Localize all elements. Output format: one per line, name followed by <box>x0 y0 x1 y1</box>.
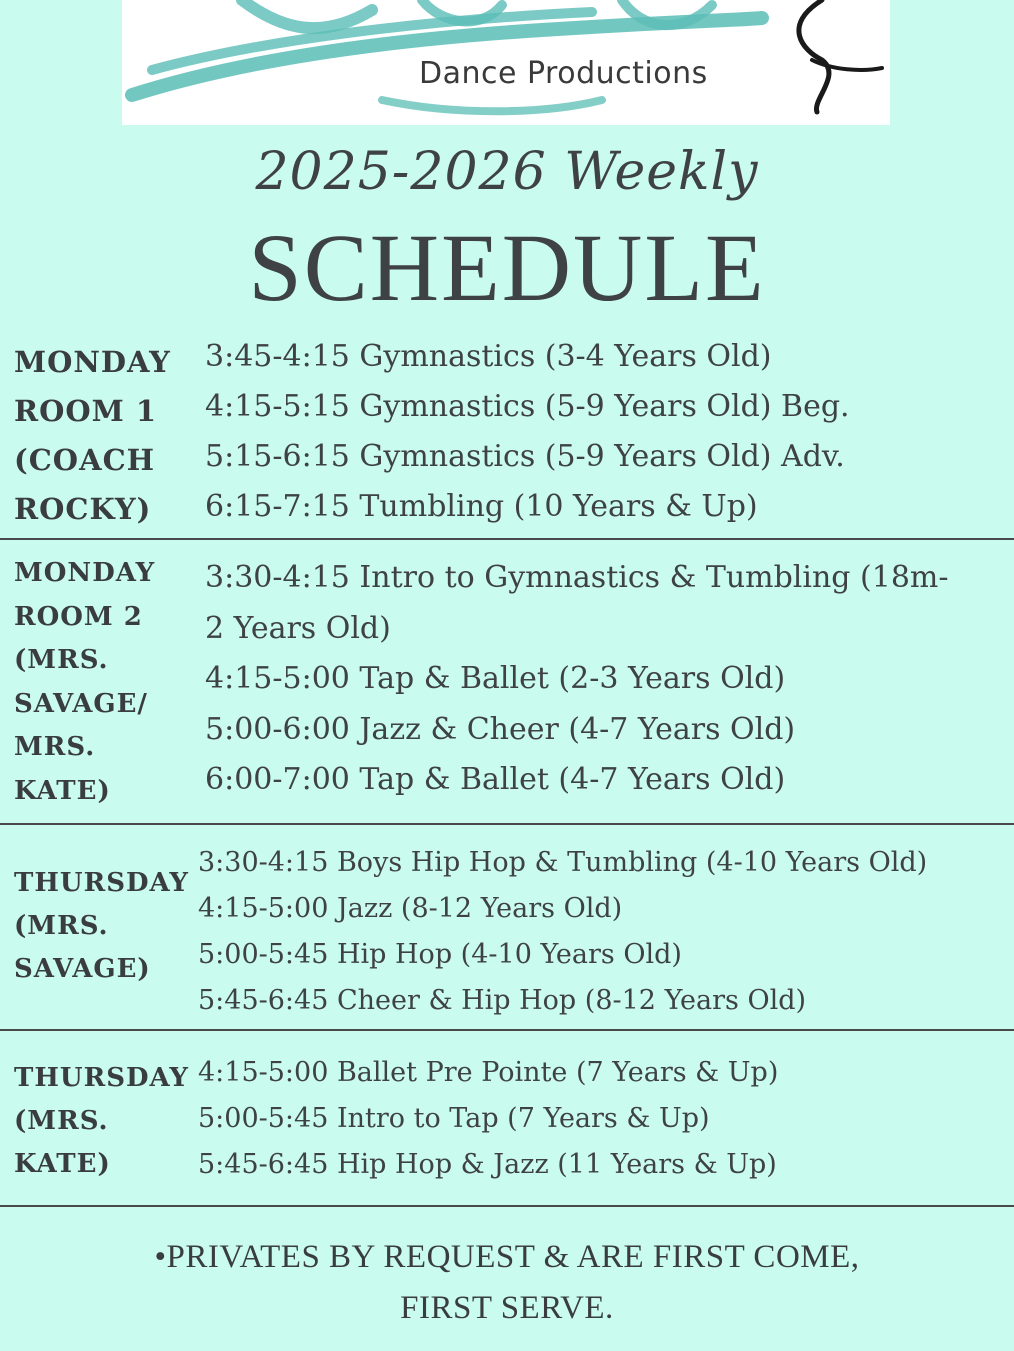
section-4-classes <box>198 1050 778 1188</box>
section-1-label <box>14 338 171 534</box>
section-label-line: KATE) <box>14 1149 111 1179</box>
class-item: 4:15-5:15 Gymnastics (5-9 Years Old) Beg. <box>205 389 850 424</box>
logo <box>122 0 890 125</box>
class-item: 3:45-4:15 Gymnastics (3-4 Years Old) <box>205 339 772 374</box>
section-label-line: MONDAY <box>14 558 156 588</box>
section-2-classes <box>205 553 949 806</box>
section-label-line: SAVAGE) <box>14 954 151 984</box>
schedule-title: SCHEDULE <box>248 214 766 321</box>
section-3-label <box>14 862 189 991</box>
section-label-line: ROOM 1 <box>14 394 157 428</box>
class-item: 6:00-7:00 Tap & Ballet (4-7 Years Old) <box>205 762 786 797</box>
class-item: 2 Years Old) <box>205 610 391 646</box>
class-item: 5:00-5:45 Hip Hop (4-10 Years Old) <box>198 939 682 970</box>
section-label-line: (COACH <box>14 443 156 477</box>
divider <box>0 1205 1014 1207</box>
section-label-line: THURSDAY <box>14 868 189 898</box>
divider <box>0 538 1014 540</box>
section-3-classes <box>198 840 927 1024</box>
section-label-line: THURSDAY <box>14 1063 189 1093</box>
class-item: 6:15-7:15 Tumbling (10 Years & Up) <box>205 489 758 524</box>
privates-note <box>0 1232 1014 1334</box>
section-2-label <box>14 552 155 813</box>
divider <box>0 1029 1014 1031</box>
divider <box>0 823 1014 825</box>
class-item: 5:00-5:45 Intro to Tap (7 Years & Up) <box>198 1103 710 1134</box>
class-item: 5:45-6:45 Cheer & Hip Hop (8-12 Years Old) <box>198 985 807 1016</box>
section-label-line: MONDAY <box>14 345 171 379</box>
section-label-line: KATE) <box>14 775 111 806</box>
section-label-line: MRS. <box>14 732 96 762</box>
class-item: 5:15-6:15 Gymnastics (5-9 Years Old) Adv. <box>205 439 845 474</box>
class-item: 5:00-6:00 Jazz & Cheer (4-7 Years Old) <box>205 711 796 747</box>
schedule-year-title: 2025-2026 Weekly <box>255 142 759 202</box>
section-label-line: (MRS. <box>14 1106 109 1136</box>
privates-note-line: FIRST SERVE. <box>400 1290 614 1326</box>
section-label-line: SAVAGE/ <box>14 688 148 719</box>
class-item: 4:15-5:00 Tap & Ballet (2-3 Years Old) <box>205 661 786 696</box>
privates-note-line: •PRIVATES BY REQUEST & ARE FIRST COME, <box>154 1239 860 1275</box>
class-item: 3:30-4:15 Intro to Gymnastics & Tumbling (18m- <box>205 560 949 595</box>
class-item: 5:45-6:45 Hip Hop & Jazz (11 Years & Up) <box>198 1149 777 1180</box>
section-label-line: ROOM 2 <box>14 601 143 632</box>
section-label-line: ROCKY) <box>14 492 152 526</box>
section-label-line: (MRS. <box>14 911 109 941</box>
logo-subtitle: Dance Productions <box>419 56 708 91</box>
class-item: 4:15-5:00 Ballet Pre Pointe (7 Years & Up) <box>198 1057 779 1088</box>
class-item: 3:30-4:15 Boys Hip Hop & Tumbling (4-10 Years Old) <box>198 847 928 878</box>
class-item: 4:15-5:00 Jazz (8-12 Years Old) <box>198 893 623 924</box>
section-4-label <box>14 1057 189 1186</box>
section-label-line: (MRS. <box>14 645 109 675</box>
section-1-classes <box>205 332 850 532</box>
